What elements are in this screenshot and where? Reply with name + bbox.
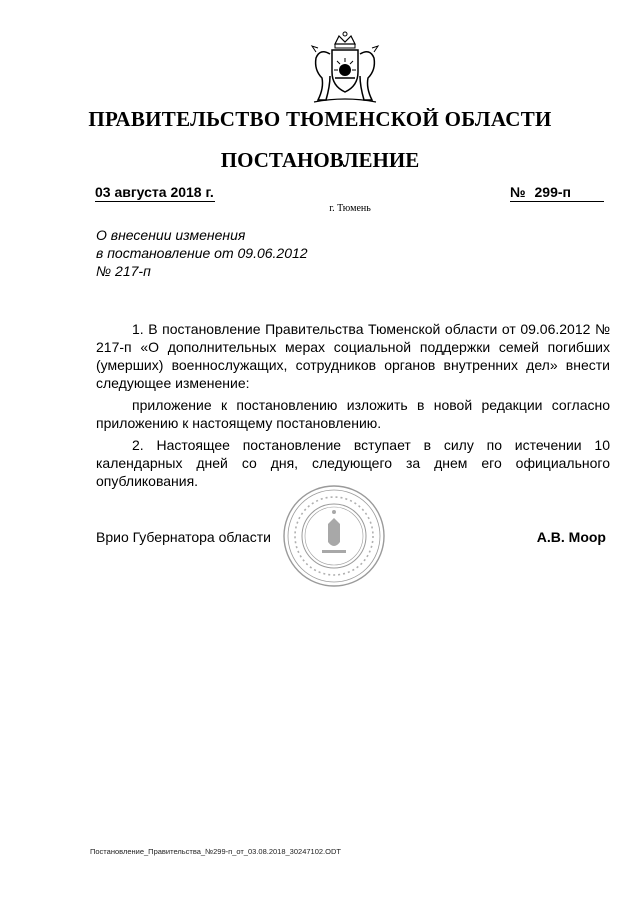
decree-number	[510, 184, 604, 202]
decree-body	[96, 320, 610, 494]
signatory-position: Врио Губернатора области	[96, 529, 271, 545]
body-paragraph: 2. Настоящее постановление вступает в силу по истечении 10 календарных дней со дня, следующего за днем его официального опубликования.	[96, 437, 610, 489]
subject-line: в постановление от 09.06.2012	[96, 245, 308, 261]
signatory-name: А.В. Моор	[536, 529, 606, 545]
subject-line: О внесении изменения	[96, 227, 246, 243]
official-seal-stamp	[282, 484, 386, 588]
number-value: 299-п	[534, 184, 571, 200]
decree-date: 03 августа 2018 г.	[95, 184, 214, 200]
subject-line: № 217-п	[96, 263, 151, 279]
decree-subject	[96, 226, 396, 280]
coat-of-arms-icon	[304, 30, 386, 108]
footer-filename: Постановление_Правительства_№299-п_от_03.08.2018_30247102.ODT	[90, 847, 341, 856]
body-paragraph: 1. В постановление Правительства Тюменской области от 09.06.2012 № 217-п «О дополнительных мерах социальной поддержки семей погибших (умерших) военнослужащих, сотрудников органов внутренних дел» внести следующее изменение:	[96, 321, 610, 391]
number-symbol: №	[510, 184, 526, 200]
government-title: ПРАВИТЕЛЬСТВО ТЮМЕНСКОЙ ОБЛАСТИ	[88, 107, 552, 131]
document-type-title: ПОСТАНОВЛЕНИЕ	[220, 148, 420, 172]
body-paragraph: приложение к постановлению изложить в новой редакции согласно приложению к настоящему постановлению.	[96, 397, 610, 431]
city-label: г. Тюмень	[329, 203, 371, 214]
